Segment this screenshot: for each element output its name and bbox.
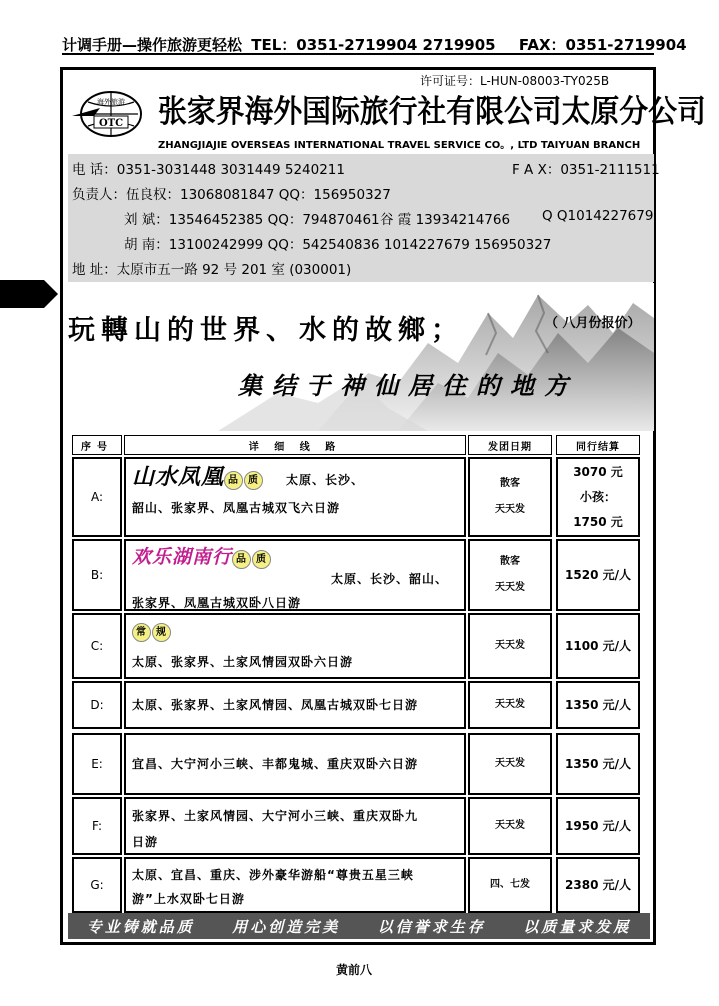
owner-3: 胡 南：13100242999 QQ：542540836 1014227679 156950327 [124, 237, 552, 253]
banner-image [68, 283, 654, 431]
motto-1: 专业铸就品质 [86, 917, 195, 936]
badge-quality-1: 品 [232, 550, 251, 569]
phone-numbers: 0351-3031448 3031449 5240211 [116, 162, 345, 178]
table-row-departure [468, 457, 552, 537]
motto-2: 用心创造完美 [232, 917, 341, 936]
address-line [72, 258, 351, 278]
table-row-route: 太原、张家界、土家风情园、凤凰古城双卧七日游 [124, 681, 466, 729]
table-row-index: F: [72, 797, 122, 855]
ink-mountain-landscape [68, 283, 654, 431]
banner-slogan: 玩轉山的世界、水的故鄉； [68, 315, 464, 346]
route-line-1 [132, 619, 458, 645]
table-row-route [124, 457, 466, 537]
table-row-price [556, 457, 640, 537]
dep-type: 散客 [500, 556, 520, 567]
route-line-2: 韶山、张家界、凤凰古城双飞六日游 [132, 501, 341, 515]
table-row-price: 1350 元/人 [556, 733, 640, 795]
motto-4: 以质量求发展 [523, 917, 632, 936]
contact-block [68, 154, 660, 282]
page-number: 黄前八 [336, 963, 373, 977]
header-rule [62, 53, 654, 55]
brand-logo-shanshui: 山水凤凰 [132, 464, 225, 490]
table-row-index: D: [72, 681, 122, 729]
table-row-price: 2380 元/人 [556, 857, 640, 913]
table-row-route [124, 797, 466, 855]
logo-top-text: 海外旅游 [97, 98, 125, 106]
address-label: 地 址： [72, 262, 117, 278]
motto-band [68, 913, 650, 939]
route-line-2: 太原、张家界、土家风情园双卧六日游 [132, 655, 354, 669]
brand-logo-huanle: 欢乐湖南行 [132, 546, 233, 568]
route-line-2: 游”上水双卧七日游 [132, 892, 245, 906]
route-line-1 [132, 463, 458, 494]
table-row-index: G: [72, 857, 122, 913]
table-row-index: A: [72, 457, 122, 537]
dep-type: 散客 [500, 478, 520, 489]
owner-2b: 谷 霞 13934214766 [380, 212, 511, 228]
route-line-1: 太原、宜昌、重庆、涉外豪华游船“尊贵五星三峡 [132, 868, 414, 882]
dep-freq: 天天发 [495, 504, 525, 515]
address-text: 太原市五一路 92 号 201 室 (030001) [116, 262, 352, 278]
price-child-label: 小孩： [579, 489, 616, 504]
fax-number: F A X：0351-2111511 [512, 162, 660, 178]
company-name-en: ZHANGJIAJIE OVERSEAS INTERNATIONAL TRAVEL SERVICE CO。, LTD TAIYUAN BRANCH [158, 140, 641, 151]
dep-freq: 天天发 [495, 582, 525, 593]
table-row-index: E: [72, 733, 122, 795]
route-line-1: 张家界、土家风情园、大宁河小三峡、重庆双卧九 [132, 809, 419, 823]
motto-3: 以信誉求生存 [377, 917, 486, 936]
table-row-departure: 天天发 [468, 613, 552, 679]
owner-label: 负责人： [72, 187, 126, 203]
table-row-route [124, 539, 466, 611]
owner-line-1 [72, 183, 391, 203]
table-row-route [124, 613, 466, 679]
owner-2c: Q Q1014227679 [542, 208, 654, 224]
table-row-departure: 四、七发 [468, 857, 552, 913]
col-header-route: 详 细 线 路 [124, 435, 466, 455]
banner-sub-slogan: 集结于神仙居住的地方 [238, 371, 578, 400]
table-row-price: 1100 元/人 [556, 613, 640, 679]
badge-regular-2: 规 [152, 623, 171, 642]
logo-text: OTC [98, 118, 124, 129]
badge-quality-2: 质 [252, 550, 271, 569]
owner-1: 伍良权：13068081847 QQ：156950327 [126, 187, 391, 203]
owner-2: 刘 斌：13546452385 QQ：794870461 [124, 212, 380, 228]
route-text: 太原、长沙、 [286, 473, 365, 487]
license-number: 许可证号：L-HUN-08003-TY025B [420, 74, 610, 88]
route-line-2: 太原、长沙、韶山、 [330, 572, 448, 586]
route-line-2: 日游 [132, 835, 159, 849]
header-title: 计调手册—操作旅游更轻松 [62, 36, 243, 54]
price-adult: 3070 元 [573, 464, 623, 479]
col-header-index: 序号 [72, 435, 122, 455]
company-name-cn: 张家界海外国际旅行社有限公司太原分公司 [158, 94, 706, 130]
table-row-departure: 天天发 [468, 733, 552, 795]
col-header-departure: 发团日期 [468, 435, 552, 455]
table-row-price: 1350 元/人 [556, 681, 640, 729]
table-row-route [124, 857, 466, 913]
company-logo-icon [70, 86, 152, 142]
header-fax: FAX：0351-2719904 [518, 36, 687, 54]
table-row-departure [468, 539, 552, 611]
price-child: 1750 元 [573, 514, 623, 529]
table-row-route: 宜昌、大宁河小三峡、丰都鬼城、重庆双卧六日游 [124, 733, 466, 795]
table-row-price: 1950 元/人 [556, 797, 640, 855]
price-period-note: （ 八月份报价） [545, 316, 641, 331]
table-row-index: C: [72, 613, 122, 679]
phone-label: 电 话： [72, 162, 117, 178]
badge-regular-1: 常 [132, 623, 151, 642]
table-row-price: 1520 元/人 [556, 539, 640, 611]
badge-quality-2: 质 [244, 471, 263, 490]
table-row-departure: 天天发 [468, 681, 552, 729]
badge-quality-1: 品 [224, 471, 243, 490]
col-header-price: 同行结算 [556, 435, 640, 455]
table-row-departure: 天天发 [468, 797, 552, 855]
table-row-index: B: [72, 539, 122, 611]
route-line-3: 张家界、凤凰古城双卧八日游 [132, 596, 302, 610]
phone-line [72, 158, 345, 178]
header-tel: TEL：0351-2719904 2719905 [251, 36, 496, 54]
arrow-marker-icon [0, 280, 58, 308]
